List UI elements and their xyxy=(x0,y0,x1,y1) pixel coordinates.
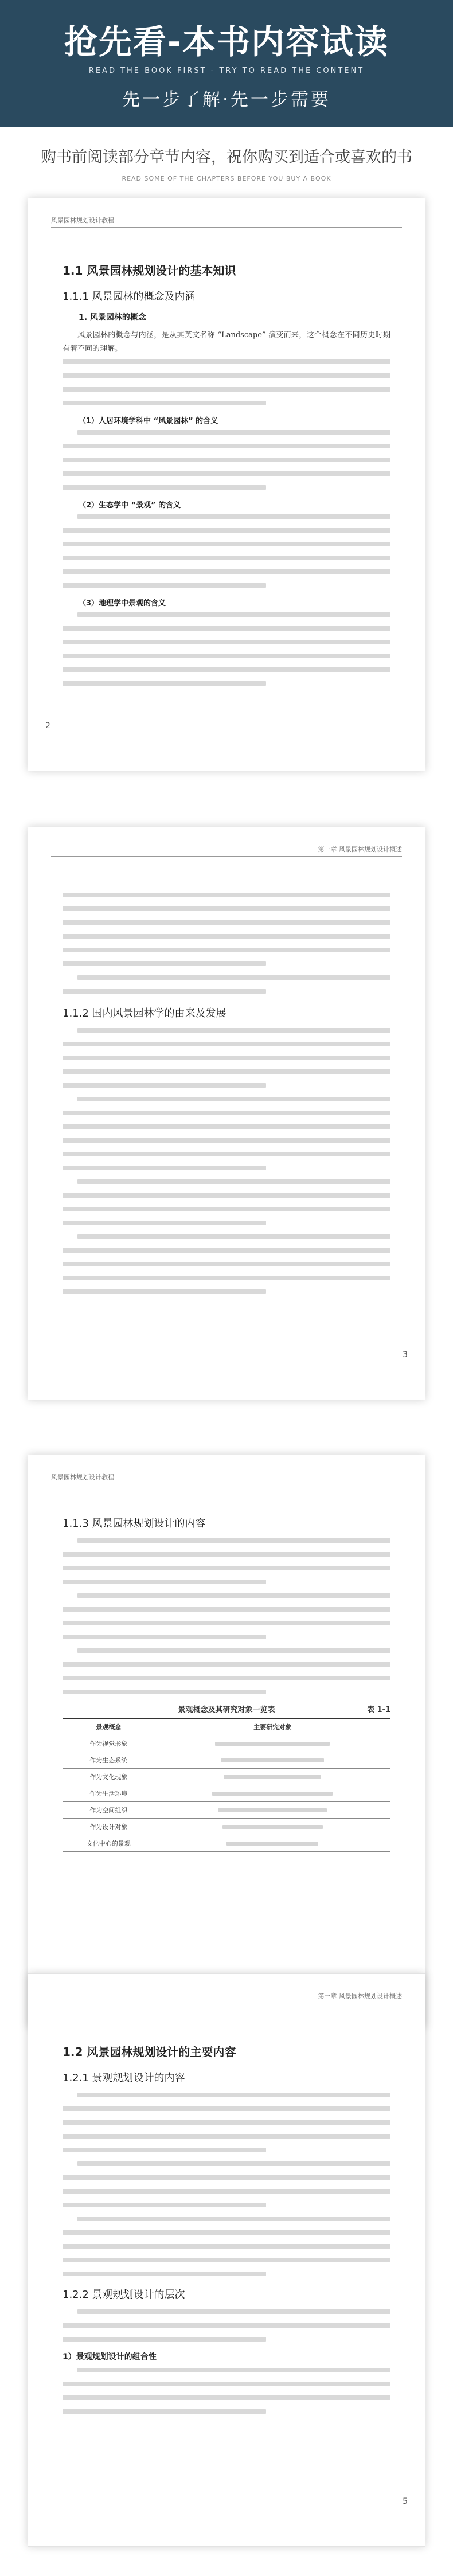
text-lines xyxy=(63,2309,390,2342)
running-head: 风景园林规划设计教程 xyxy=(51,216,402,228)
book-page-1 xyxy=(28,198,425,771)
banner-slogan: 先一步了解·先一步需要 xyxy=(122,89,331,110)
banner-subtitle: READ THE BOOK FIRST - TRY TO READ THE CONTENT xyxy=(88,67,365,75)
page-number: 5 xyxy=(403,2497,408,2506)
running-head: 第一章 风景园林规划设计概述 xyxy=(51,845,402,857)
table-header-cell: 景观概念 xyxy=(63,1718,154,1735)
subsection-heading: 1.1.3 风景园林规划设计的内容 xyxy=(63,1518,206,1530)
text-lines xyxy=(63,2093,390,2276)
book-page-2 xyxy=(28,827,425,1400)
table-row: 作为生态系统 xyxy=(63,1752,390,1769)
intro-text-en: READ SOME OF THE CHAPTERS BEFORE YOU BUY A BOOK xyxy=(122,175,331,182)
body-paragraph: 风景园林的概念与内涵，是从其英文名称 “Landscape” 演变而来，这个概念在不同历史时期有着不同的理解。 xyxy=(63,331,390,353)
table-caption xyxy=(63,1703,390,1714)
table-number: 表 1-1 xyxy=(366,1706,390,1714)
table-title: 景观概念及其研究对象一览表 xyxy=(178,1706,275,1714)
text-lines xyxy=(63,430,390,490)
page-number: 3 xyxy=(403,1350,408,1359)
running-head: 风景园林规划设计教程 xyxy=(51,1472,402,1484)
topic-heading: （1）人居环境学科中 “风景园林” 的含义 xyxy=(79,417,218,425)
text-lines xyxy=(63,612,390,686)
table-header-cell: 主要研究对象 xyxy=(154,1718,390,1735)
intro-block xyxy=(0,144,453,182)
book-page-4 xyxy=(28,1973,425,2547)
table-row: 作为空间组织 xyxy=(63,1802,390,1819)
concept-table xyxy=(63,1718,390,1852)
book-page-3 xyxy=(28,1455,425,2028)
text-lines xyxy=(63,1028,390,1294)
text-lines xyxy=(63,893,390,994)
subsection-heading: 1.2.1 景观规划设计的内容 xyxy=(63,2072,185,2084)
table-row: 文化中心的景观 xyxy=(63,1835,390,1852)
subsection-heading: 1.1.1 风景园林的概念及内涵 xyxy=(63,291,196,303)
text-lines xyxy=(63,359,390,405)
subsection-heading: 1.1.2 国内风景园林学的由来及发展 xyxy=(63,1007,226,1019)
text-lines xyxy=(63,514,390,588)
section-heading: 1.1 风景园林规划设计的基本知识 xyxy=(63,264,236,277)
running-head: 第一章 风景园林规划设计概述 xyxy=(51,1991,402,2003)
subsection-heading: 1.2.2 景观规划设计的层次 xyxy=(63,2289,185,2301)
topic-heading: （2）生态学中 “景观” 的含义 xyxy=(79,501,181,510)
section-heading: 1.2 风景园林规划设计的主要内容 xyxy=(63,2045,236,2059)
table-row: 作为文化现象 xyxy=(63,1769,390,1785)
banner-title: 抢先看-本书内容试读 xyxy=(64,22,389,61)
text-lines xyxy=(63,2368,390,2414)
topic-heading: （3）地理学中景观的含义 xyxy=(79,599,166,608)
topic-heading: 1）景观规划设计的组合性 xyxy=(63,2352,157,2362)
intro-text-cn: 购书前阅读部分章节内容，祝你购买到适合或喜欢的书 xyxy=(41,148,412,166)
topic-heading: 1. 风景园林的概念 xyxy=(79,313,146,322)
table-row: 作为视觉形象 xyxy=(63,1735,390,1752)
table-row: 作为生活环境 xyxy=(63,1785,390,1802)
header-banner xyxy=(0,0,453,127)
text-lines xyxy=(63,1538,390,1694)
table-row: 作为设计对象 xyxy=(63,1819,390,1835)
page-number: 2 xyxy=(45,721,50,730)
